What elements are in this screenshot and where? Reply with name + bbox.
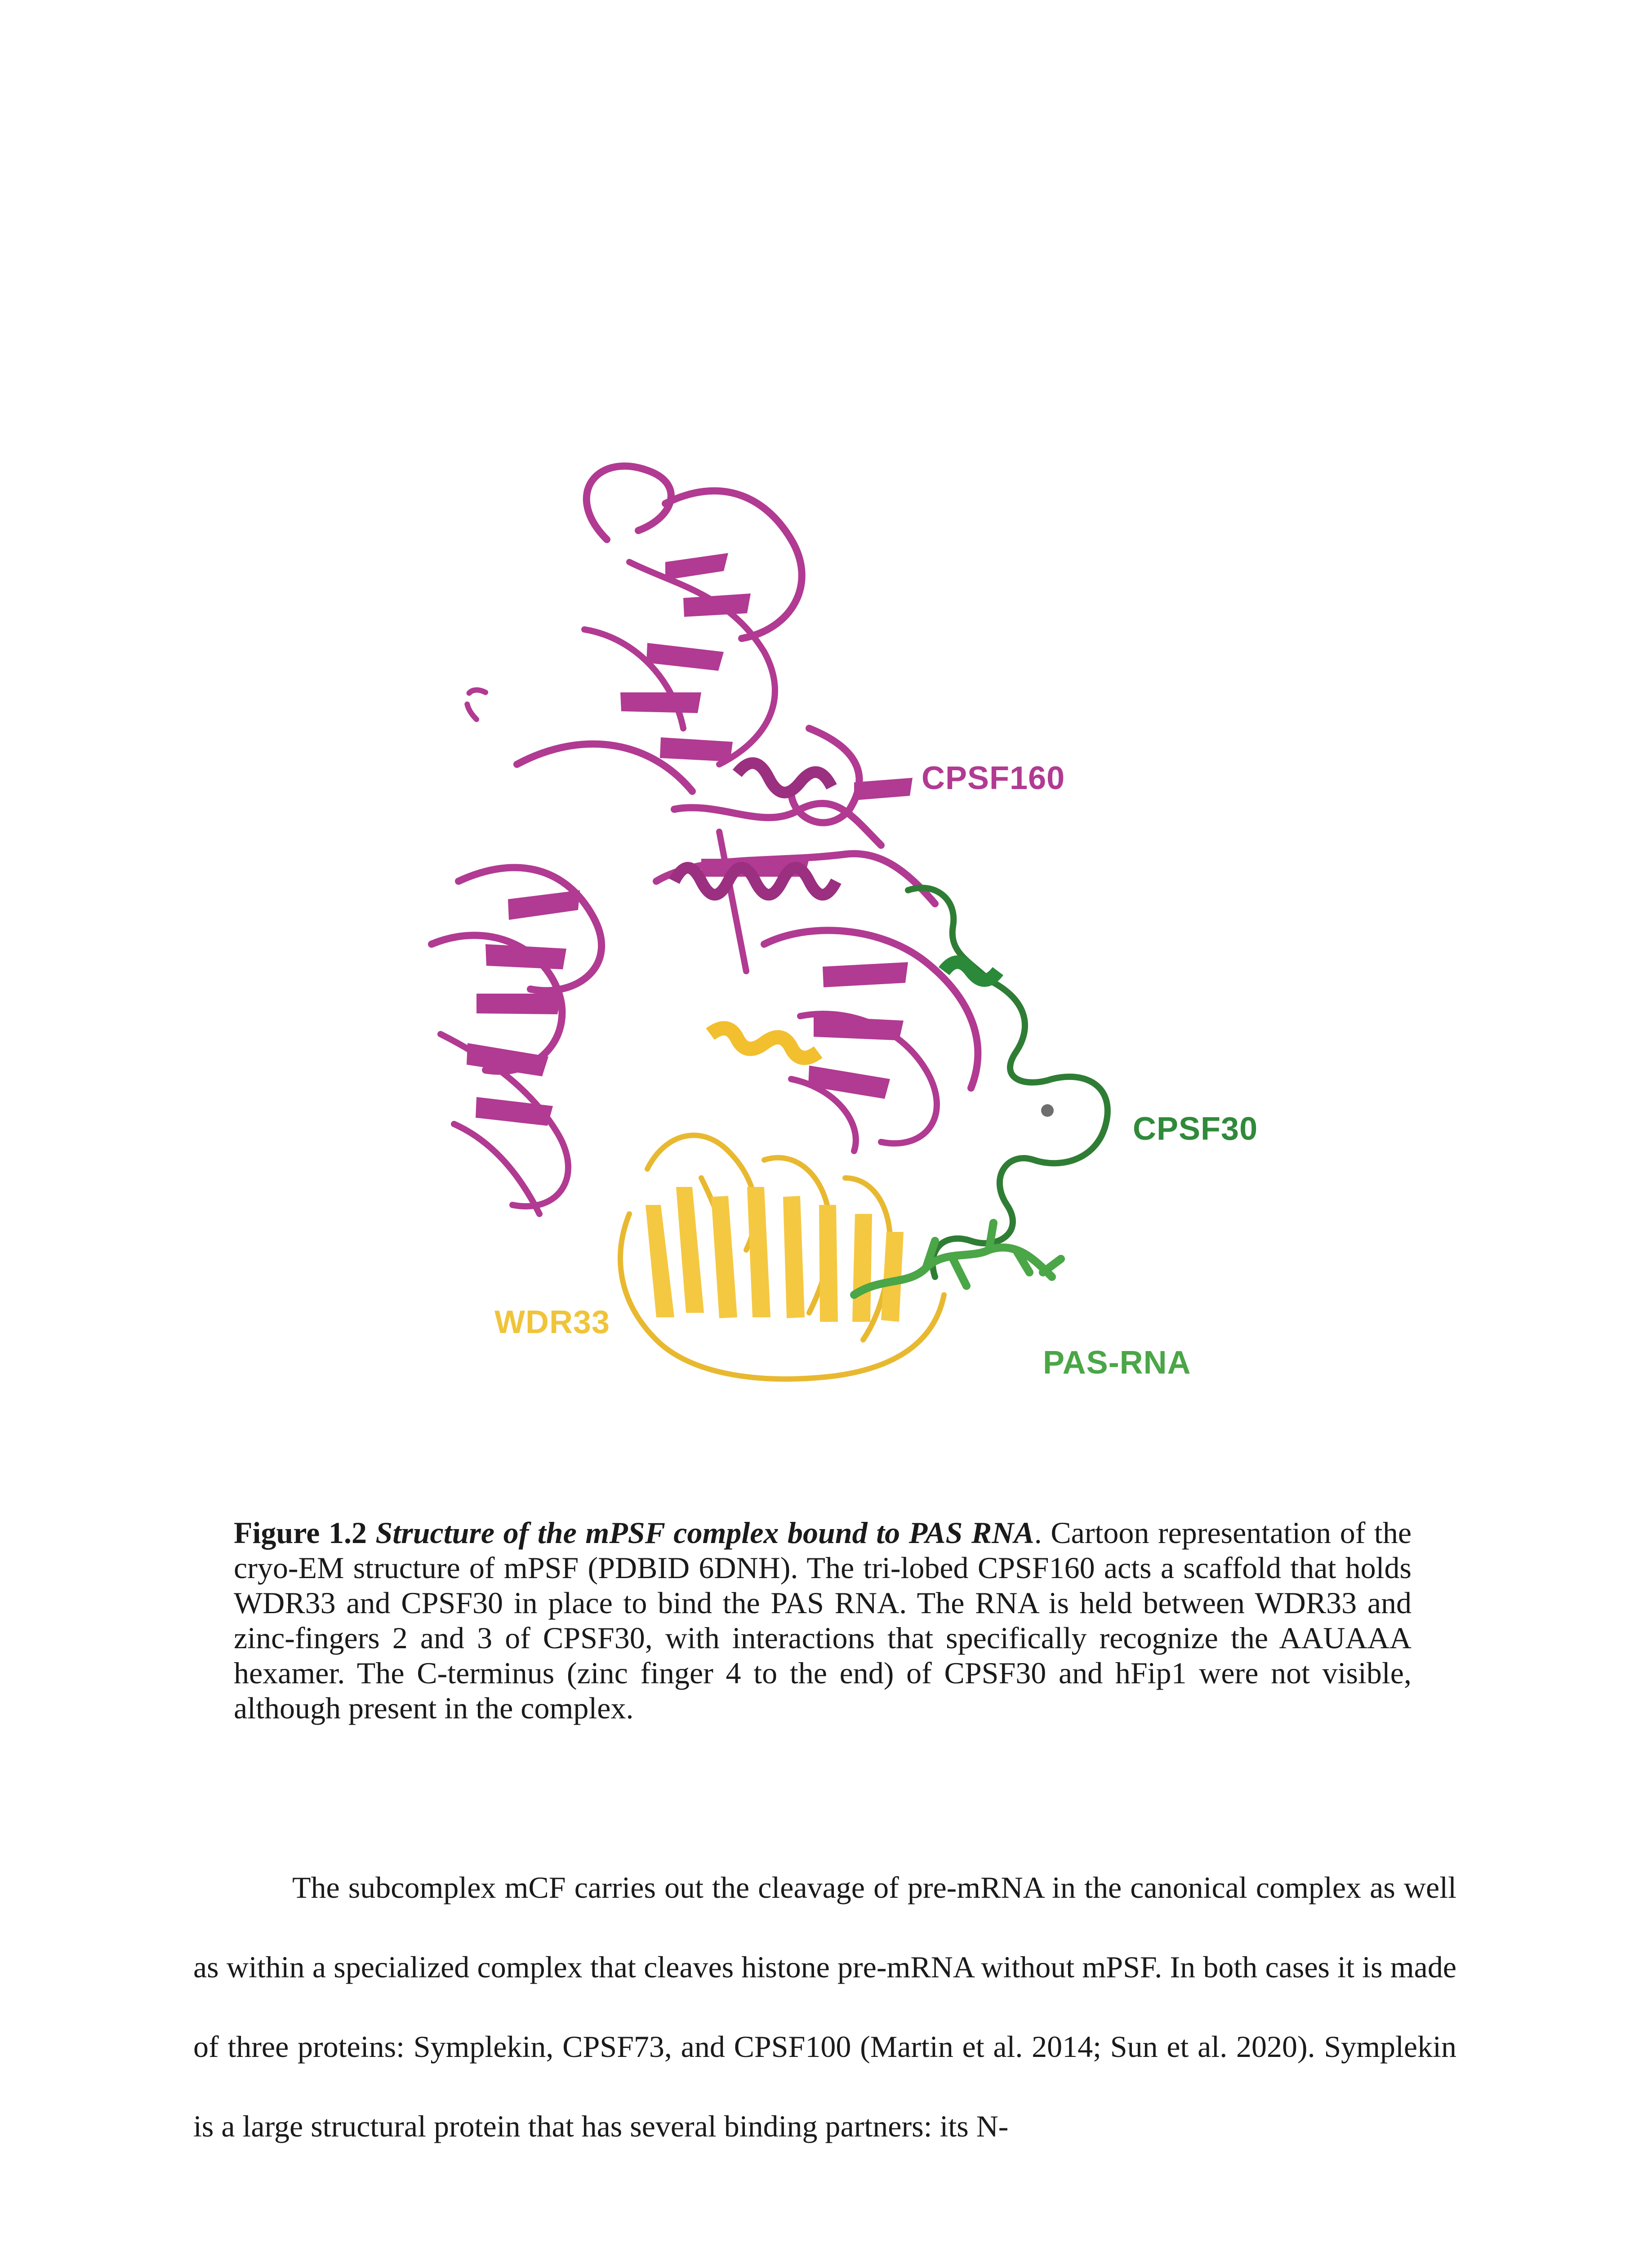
wdr33-strands <box>646 1187 904 1322</box>
cpsf160-label: CPSF160 <box>922 760 1065 796</box>
cpsf30-label: CPSF30 <box>1133 1111 1258 1147</box>
figure-caption <box>234 1515 1412 1726</box>
cpsf30-structure <box>908 888 1108 1277</box>
wdr33-helix <box>710 1028 818 1058</box>
cpsf30-helix <box>944 962 998 980</box>
pas-rna-label: PAS-RNA <box>1043 1345 1191 1381</box>
cpsf160-strands <box>467 553 913 1126</box>
figure-title: Structure of the mPSF complex bound to PAS RNA <box>375 1516 1034 1550</box>
figure-caption-text: . Cartoon representation of the cryo-EM structure of mPSF (PDBID 6DNH). The tri-lobed CPSF160 acts a scaffold that holds WDR33 and CPSF30 in place to bind the PAS RNA. The RNA is held between WDR33 and zinc-fingers 2 and 3 of CPSF30, with interactions that specifically recognize the AAUAAA hexamer. The C-terminus (zinc finger 4 to the end) of CPSF30 and hFip1 were not visible, although present in the complex. <box>234 1516 1412 1725</box>
body-text <box>193 1848 1456 2166</box>
cpsf160-helix <box>674 763 836 895</box>
wdr33-label: WDR33 <box>494 1304 610 1340</box>
zinc-ion <box>1041 1104 1054 1117</box>
figure-number: Figure 1.2 <box>234 1516 367 1550</box>
body-paragraph: The subcomplex mCF carries out the cleavage of pre-mRNA in the canonical complex as well as within a specialized complex that cleaves histone pre-mRNA without mPSF. In both cases it is made of three proteins: Symplekin, CPSF73, and CPSF100 (Martin et al. 2014; Sun et al. 2020). Symplekin is a large structural protein that has several binding partners: its N- <box>193 1870 1456 2143</box>
